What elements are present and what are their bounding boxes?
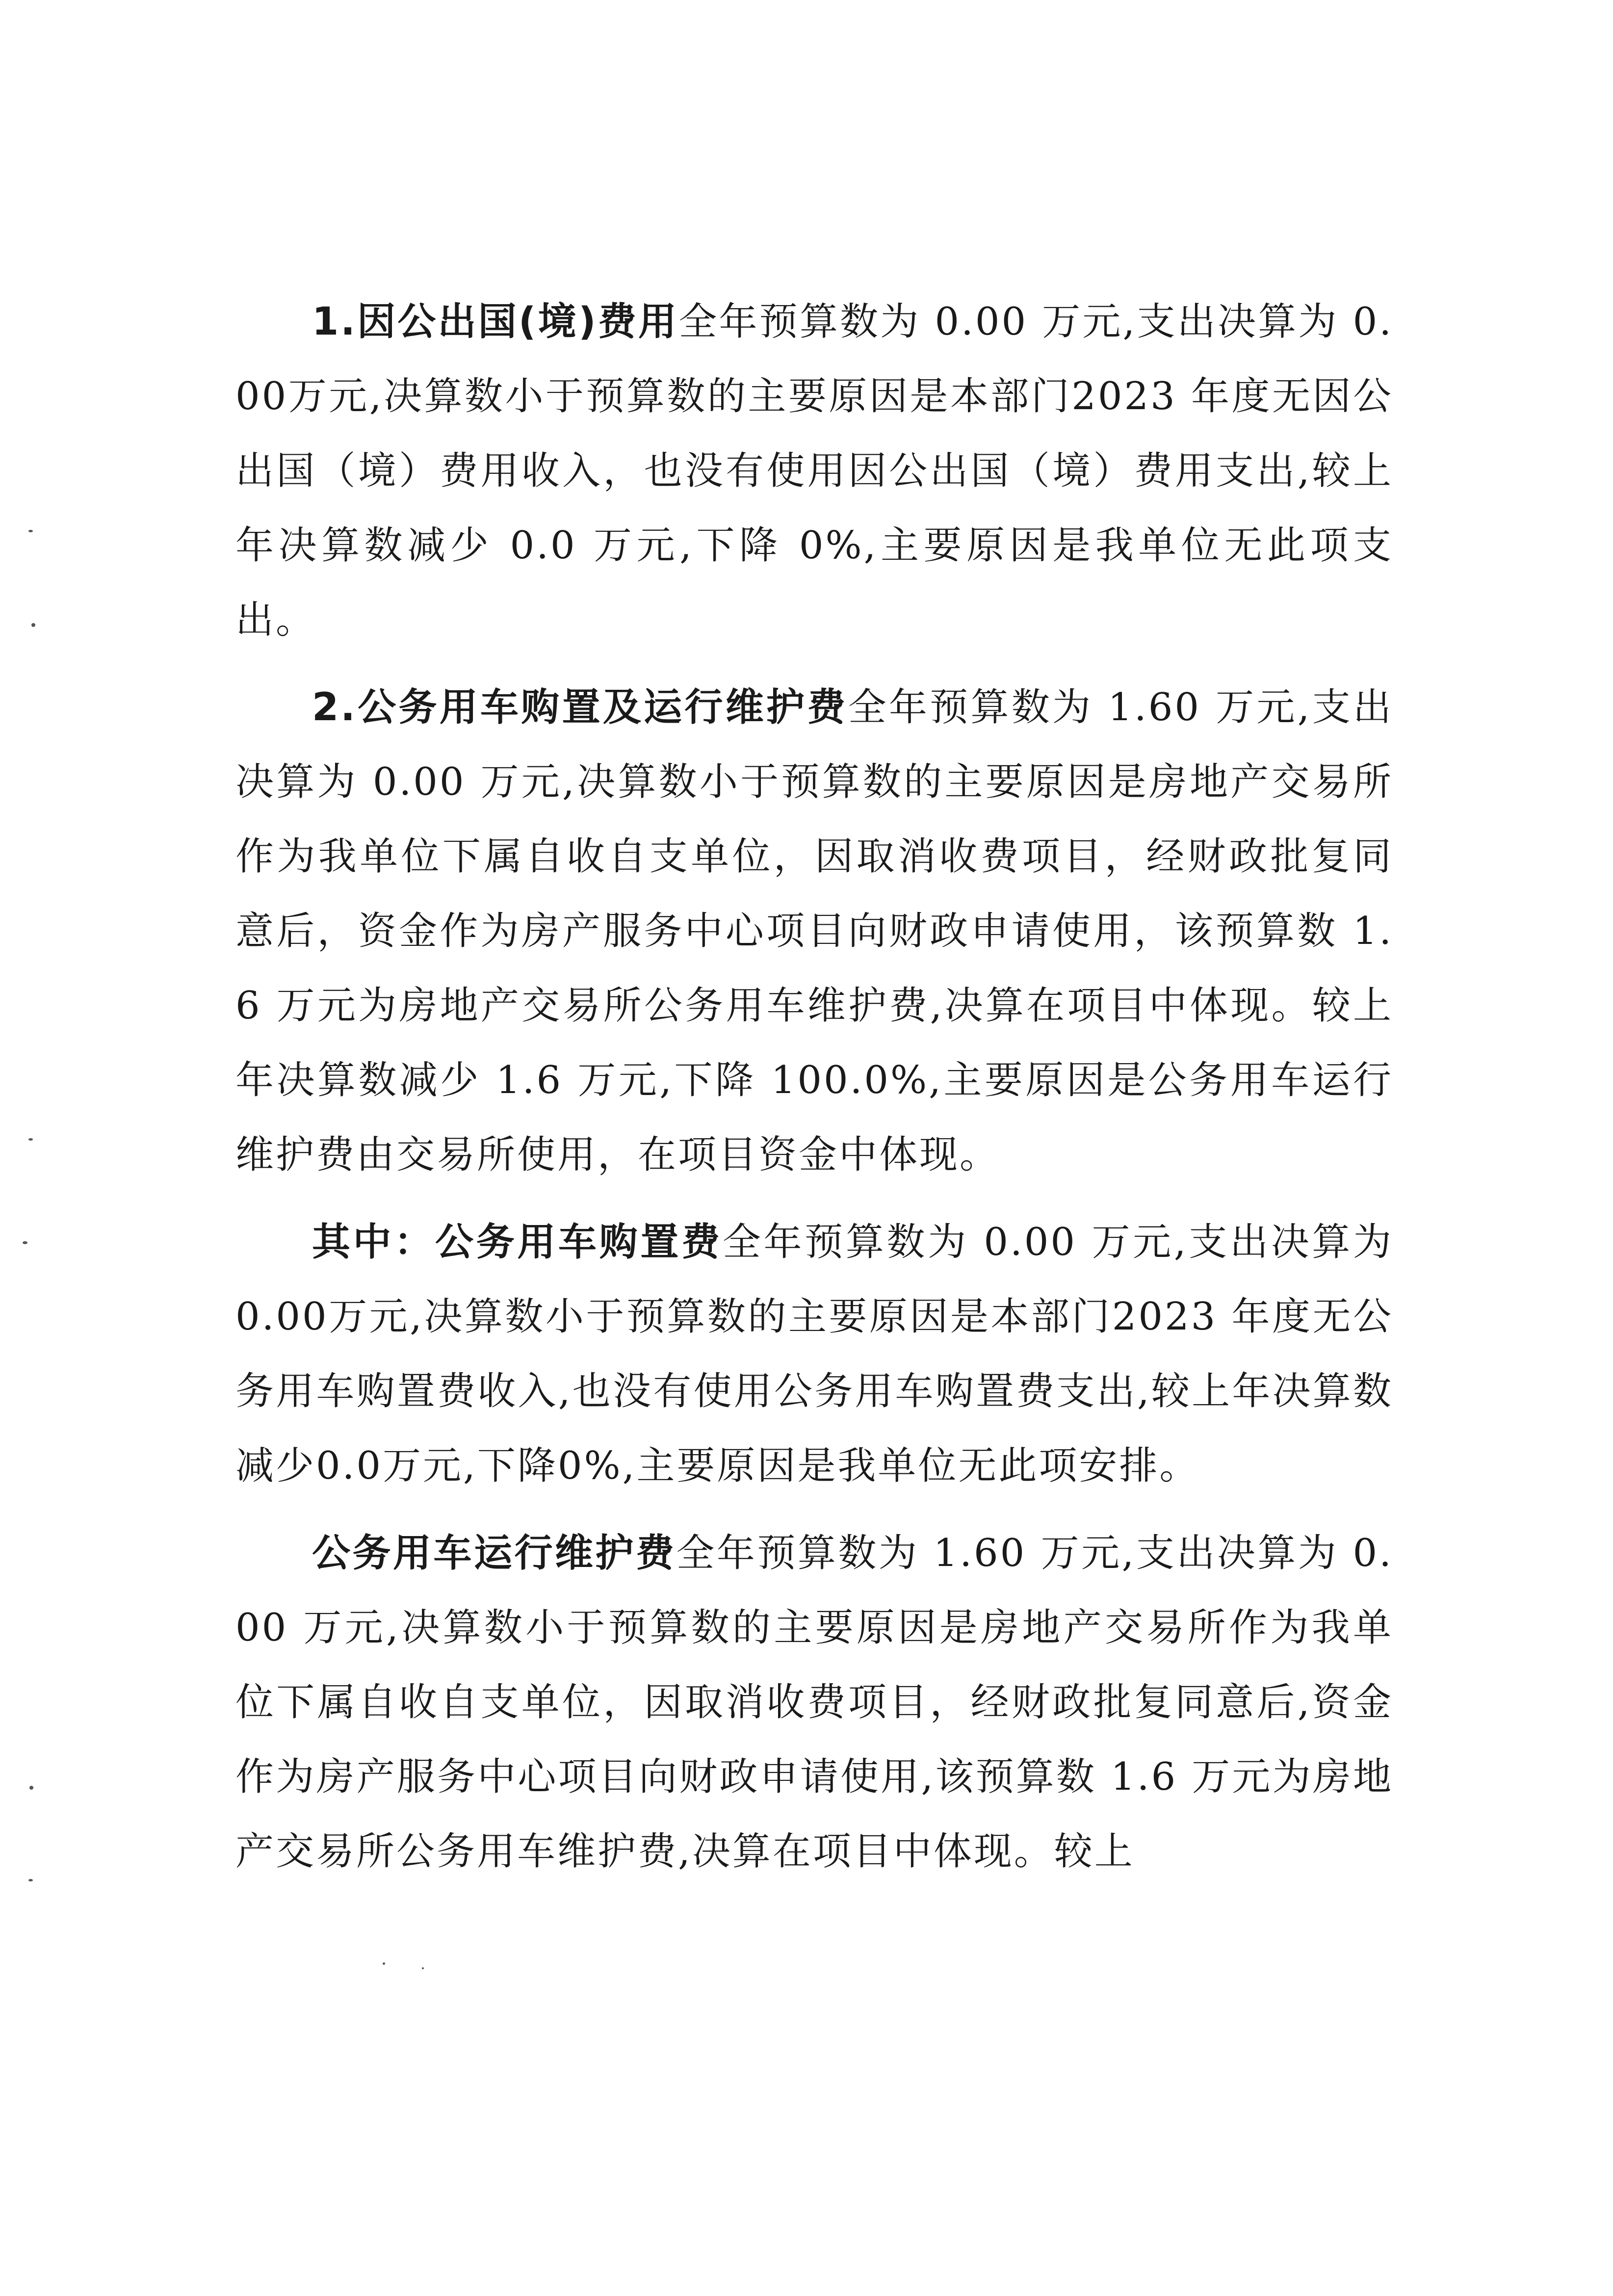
- scan-speck: [28, 1879, 33, 1881]
- scan-speck: [28, 530, 33, 532]
- paragraph-text: 全年预算数为 0.00 万元,支出决算为0.00万元,决算数小于预算数的主要原因是本部门2023 年度无公务用车购置费收入,也没有使用公务用车购置费支出,较上年决算数减少0.0万元,下降0%,主要原因是我单位无此项安排。: [235, 1220, 1393, 1488]
- scan-speck: [383, 1962, 385, 1965]
- paragraph-heading: 其中：公务用车购置费: [312, 1220, 723, 1264]
- document-body: [235, 285, 1393, 1902]
- paragraph-vehicle-purchase-maintenance: [235, 670, 1393, 1192]
- scan-speck: [28, 1138, 33, 1141]
- paragraph-vehicle-purchase: [235, 1205, 1393, 1503]
- scan-speck: [31, 623, 35, 627]
- paragraph-overseas-travel: [235, 285, 1393, 657]
- scan-speck: [422, 1967, 424, 1969]
- paragraph-heading: 1.因公出国(境)费用: [312, 300, 679, 344]
- scan-speck: [23, 1241, 27, 1244]
- paragraph-text: 全年预算数为 1.60 万元,支出决算为 0.00 万元,决算数小于预算数的主要原因是房地产交易所作为我单位下属自收自支单位，因取消收费项目，经财政批复同意后，资金作为房产服务中心项目向财政申请使用，该预算数 1.6 万元为房地产交易所公务用车维护费,决算在项目中体现。较上年决算数减少 1.6 万元,下降 100.0%,主要原因是公务用车运行维护费由交易所使用，在项目资金中体现。: [235, 685, 1393, 1177]
- paragraph-text: 全年预算数为 0.00 万元,支出决算为 0.00万元,决算数小于预算数的主要原因是本部门2023 年度无因公出国（境）费用收入，也没有使用因公出国（境）费用支出,较上年决算数减少 0.0 万元,下降 0%,主要原因是我单位无此项支出。: [235, 300, 1393, 642]
- paragraph-text: 全年预算数为 1.60 万元,支出决算为 0.00 万元,决算数小于预算数的主要原因是房地产交易所作为我单位下属自收自支单位，因取消收费项目，经财政批复同意后,资金作为房产服务中心项目向财政申请使用,该预算数 1.6 万元为房地产交易所公务用车维护费,决算在项目中体现。较上: [235, 1531, 1393, 1874]
- paragraph-heading: 2.公务用车购置及运行维护费: [312, 685, 848, 730]
- scan-speck: [29, 1786, 33, 1790]
- paragraph-heading: 公务用车运行维护费: [312, 1531, 676, 1575]
- paragraph-vehicle-maintenance: [235, 1516, 1393, 1889]
